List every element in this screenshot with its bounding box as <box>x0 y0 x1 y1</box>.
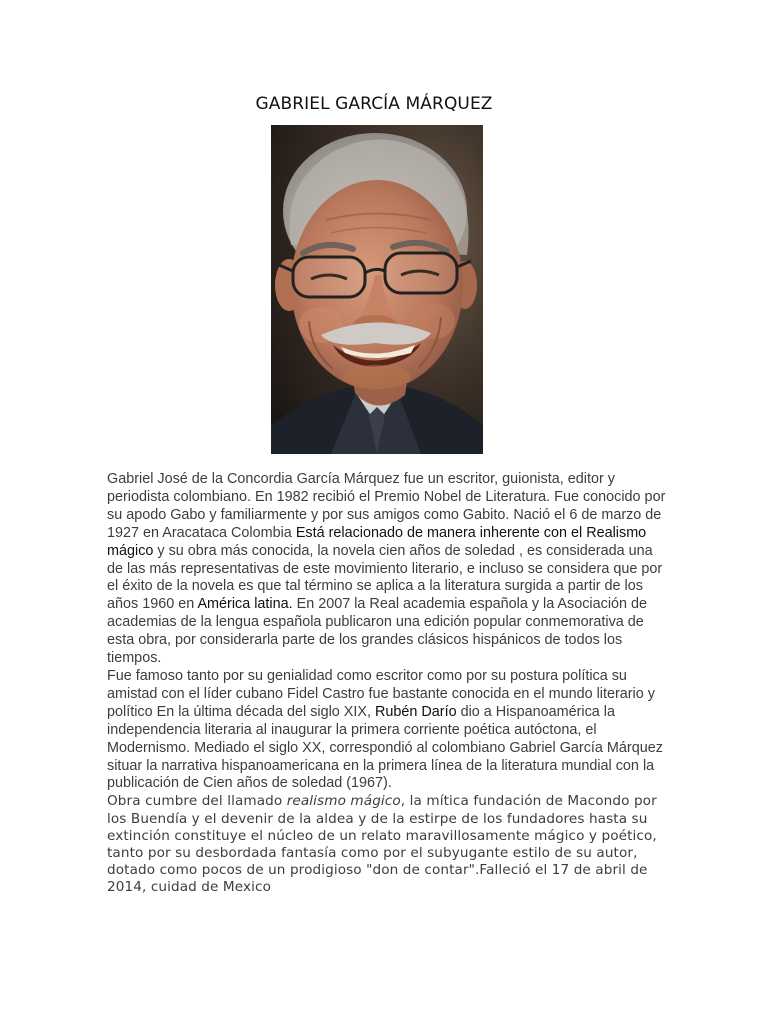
page-title: GABRIEL GARCÍA MÁRQUEZ <box>255 94 493 114</box>
ruben-dario-text: Rubén Darío <box>374 703 457 720</box>
bio-text: Gabriel José de la Concordia García Márquez fue un escritor, guionista, editor y periodista colombiano. En 1982 recibió el Premio Nobel de Literatura. Fue conocido por su apodo Gabo y familiarmente y por sus amigos como Gabito. Nació el 6 de marzo de 1927 en Aracataca Colombia <box>107 471 666 541</box>
politics-text: Fue famoso tanto por su genialidad como escritor como por su postura política su amistad con el líder cubano Fidel Castro fue bastante conocida en el mundo literario y político En la última década del siglo XIX, <box>107 667 655 720</box>
paragraph-work <box>107 793 667 896</box>
america-latina-text: América latina. <box>197 596 293 613</box>
work-text: Obra cumbre del llamado <box>107 793 287 810</box>
realismo-magico-italic: realismo mágico <box>286 793 401 810</box>
article-body <box>107 471 667 897</box>
portrait-photo <box>271 125 483 454</box>
bio-text-continued: y su obra más conocida, la novela cien años de soledad , es considerada una de las más representativas de este movimiento literario, e incluso se considera que por el éxito de la novela es que tal término se aplica a la literatura surgida a partir de los años 1960 en <box>107 542 663 613</box>
paragraph-politics <box>107 668 667 793</box>
realismo-link-text: Está relacionado de manera inherente con el Realismo mágico <box>107 524 647 559</box>
paragraph-biography <box>107 471 667 668</box>
politics-text-continued: dio a Hispanoamérica la independencia literaria al inaugurar la primera corriente poética autóctona, el Modernismo. Mediado el siglo XX, correspondió al colombiano Gabriel García Márquez situar la narrativa hispanoamericana en la primera línea de la literatura mundial con la publicación de Cien años de soledad (1967). <box>107 703 663 792</box>
bio-text-ending: En 2007 la Real academia española y la Asociación de academias de la lengua española publicaron una edición popular conmemorativa de esta obra, por considerarla parte de los grandes clásicos hispánicos de todos los tiempos. <box>107 596 648 667</box>
work-text-continued: , la mítica fundación de Macondo por los Buendía y el devenir de la aldea y de la estirpe de los fundadores hasta su extinción constituye el núcleo de un relato maravillosamente mágico y poético, tanto por su desbordada fantasía como por el subyugante estilo de su autor, dotado como pocos de un prodigioso "don de contar".Falleció el 17 de abril de 2014, cuidad de Mexico <box>107 793 657 896</box>
